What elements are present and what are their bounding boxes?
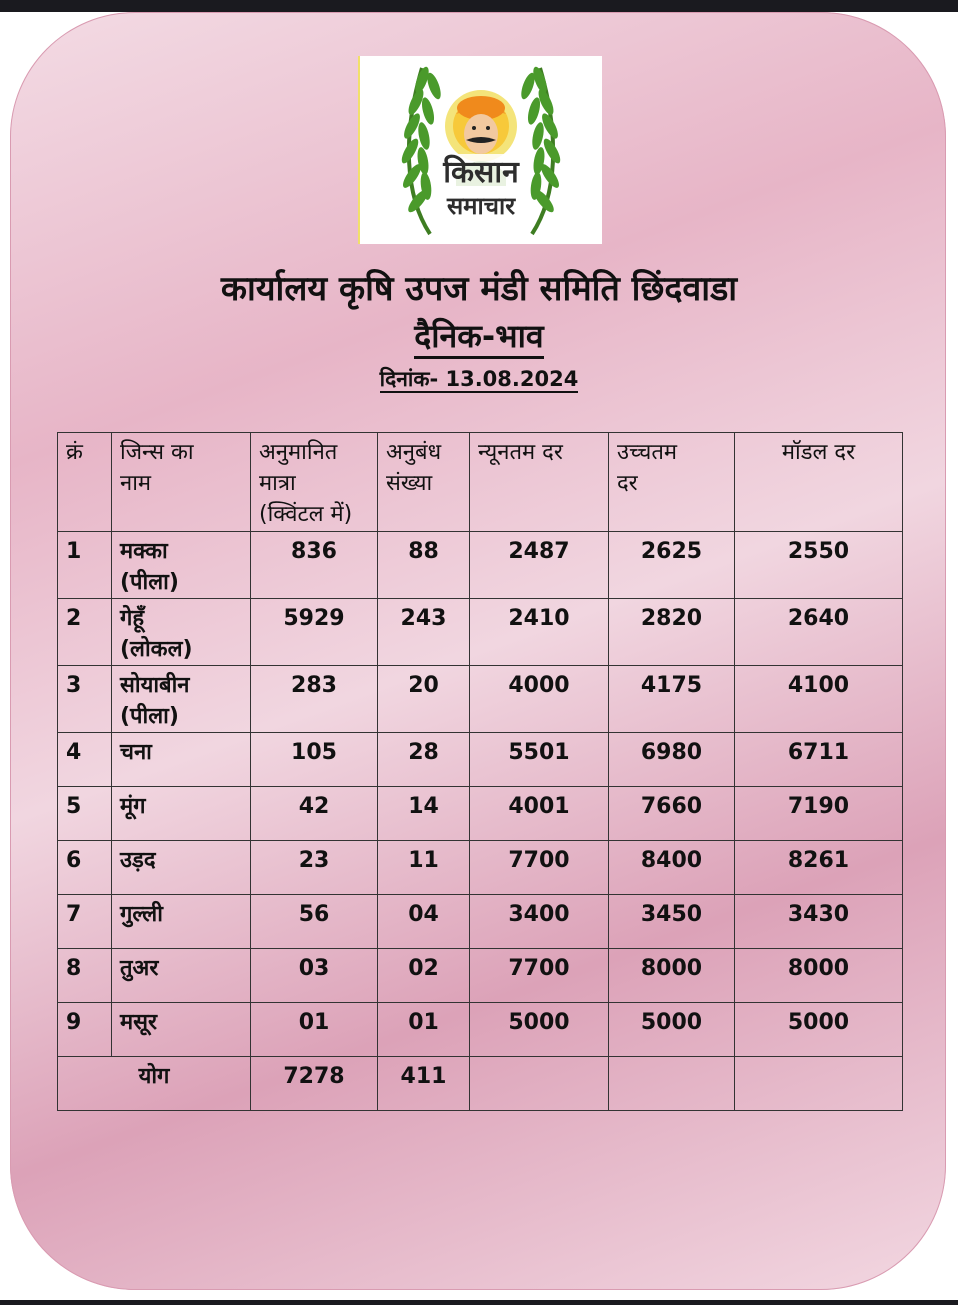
col-header-max-rate: उच्चतम दर bbox=[609, 433, 735, 532]
bottom-bar bbox=[0, 1300, 958, 1305]
cell-min-rate: 3400 bbox=[470, 895, 609, 949]
cell-sn: 2 bbox=[58, 599, 112, 666]
cell-sn: 7 bbox=[58, 895, 112, 949]
cell-sn: 5 bbox=[58, 787, 112, 841]
cell-quantity: 836 bbox=[251, 532, 378, 599]
cell-min-rate: 7700 bbox=[470, 841, 609, 895]
cell-quantity: 56 bbox=[251, 895, 378, 949]
cell-contracts: 01 bbox=[378, 1003, 470, 1057]
cell-min-rate: 4001 bbox=[470, 787, 609, 841]
logo-text-line1: किसान bbox=[443, 155, 519, 190]
empty-cell bbox=[735, 1057, 903, 1111]
cell-commodity: मक्का (पीला) bbox=[112, 532, 251, 599]
date-text: दिनांक- 13.08.2024 bbox=[379, 367, 579, 391]
cell-min-rate: 4000 bbox=[470, 666, 609, 733]
cell-sn: 6 bbox=[58, 841, 112, 895]
col-header-sn: क्रं bbox=[58, 433, 112, 532]
total-contracts: 411 bbox=[378, 1057, 470, 1111]
cell-commodity: मसूर bbox=[112, 1003, 251, 1057]
table-row bbox=[58, 895, 903, 949]
cell-min-rate: 2410 bbox=[470, 599, 609, 666]
cell-min-rate: 2487 bbox=[470, 532, 609, 599]
cell-quantity: 03 bbox=[251, 949, 378, 1003]
cell-contracts: 04 bbox=[378, 895, 470, 949]
page-title: कार्यालय कृषि उपज मंडी समिति छिंदवाडा bbox=[220, 269, 738, 309]
cell-max-rate: 2625 bbox=[609, 532, 735, 599]
empty-cell bbox=[609, 1057, 735, 1111]
cell-model-rate: 5000 bbox=[735, 1003, 903, 1057]
cell-commodity: गेहूँ (लोकल) bbox=[112, 599, 251, 666]
table-row bbox=[58, 841, 903, 895]
page-subtitle bbox=[0, 314, 958, 357]
cell-max-rate: 5000 bbox=[609, 1003, 735, 1057]
table-row bbox=[58, 733, 903, 787]
cell-contracts: 14 bbox=[378, 787, 470, 841]
cell-commodity: मूंग bbox=[112, 787, 251, 841]
cell-max-rate: 6980 bbox=[609, 733, 735, 787]
cell-max-rate: 2820 bbox=[609, 599, 735, 666]
header-row bbox=[58, 433, 903, 532]
cell-model-rate: 4100 bbox=[735, 666, 903, 733]
cell-commodity: सोयाबीन (पीला) bbox=[112, 666, 251, 733]
cell-quantity: 01 bbox=[251, 1003, 378, 1057]
cell-max-rate: 8000 bbox=[609, 949, 735, 1003]
table-row bbox=[58, 787, 903, 841]
cell-max-rate: 8400 bbox=[609, 841, 735, 895]
cell-min-rate: 5000 bbox=[470, 1003, 609, 1057]
cell-quantity: 283 bbox=[251, 666, 378, 733]
cell-max-rate: 4175 bbox=[609, 666, 735, 733]
cell-quantity: 5929 bbox=[251, 599, 378, 666]
empty-cell bbox=[470, 1057, 609, 1111]
cell-max-rate: 7660 bbox=[609, 787, 735, 841]
cell-commodity: गुल्ली bbox=[112, 895, 251, 949]
cell-quantity: 42 bbox=[251, 787, 378, 841]
table-row bbox=[58, 1003, 903, 1057]
cell-quantity: 23 bbox=[251, 841, 378, 895]
cell-commodity: उड़द bbox=[112, 841, 251, 895]
col-header-contracts: अनुबंध संख्या bbox=[378, 433, 470, 532]
cell-sn: 8 bbox=[58, 949, 112, 1003]
cell-commodity: तुअर bbox=[112, 949, 251, 1003]
table-row bbox=[58, 666, 903, 733]
rates-table bbox=[57, 432, 903, 1111]
total-quantity: 7278 bbox=[251, 1057, 378, 1111]
cell-contracts: 20 bbox=[378, 666, 470, 733]
cell-model-rate: 7190 bbox=[735, 787, 903, 841]
col-header-model-rate: मॉडल दर bbox=[735, 433, 903, 532]
top-bar bbox=[0, 0, 958, 12]
cell-model-rate: 6711 bbox=[735, 733, 903, 787]
cell-model-rate: 2550 bbox=[735, 532, 903, 599]
cell-contracts: 02 bbox=[378, 949, 470, 1003]
table-row bbox=[58, 532, 903, 599]
logo-text-line2: समाचार bbox=[446, 192, 516, 220]
cell-model-rate: 8261 bbox=[735, 841, 903, 895]
cell-quantity: 105 bbox=[251, 733, 378, 787]
cell-model-rate: 8000 bbox=[735, 949, 903, 1003]
date-label bbox=[0, 365, 958, 393]
cell-contracts: 88 bbox=[378, 532, 470, 599]
kisan-samachar-logo bbox=[358, 56, 602, 244]
cell-commodity: चना bbox=[112, 733, 251, 787]
cell-sn: 4 bbox=[58, 733, 112, 787]
cell-min-rate: 5501 bbox=[470, 733, 609, 787]
cell-contracts: 11 bbox=[378, 841, 470, 895]
total-row bbox=[58, 1057, 903, 1111]
cell-sn: 9 bbox=[58, 1003, 112, 1057]
cell-sn: 3 bbox=[58, 666, 112, 733]
table-row bbox=[58, 949, 903, 1003]
col-header-name: जिन्स का नाम bbox=[112, 433, 251, 532]
cell-model-rate: 3430 bbox=[735, 895, 903, 949]
total-label: योग bbox=[58, 1057, 251, 1111]
cell-sn: 1 bbox=[58, 532, 112, 599]
cell-contracts: 28 bbox=[378, 733, 470, 787]
col-header-min-rate: न्यूनतम दर bbox=[470, 433, 609, 532]
cell-contracts: 243 bbox=[378, 599, 470, 666]
cell-max-rate: 3450 bbox=[609, 895, 735, 949]
cell-model-rate: 2640 bbox=[735, 599, 903, 666]
col-header-quantity: अनुमानित मात्रा (क्विंटल में) bbox=[251, 433, 378, 532]
cell-min-rate: 7700 bbox=[470, 949, 609, 1003]
table-row bbox=[58, 599, 903, 666]
subtitle-text: दैनिक-भाव bbox=[414, 317, 543, 359]
